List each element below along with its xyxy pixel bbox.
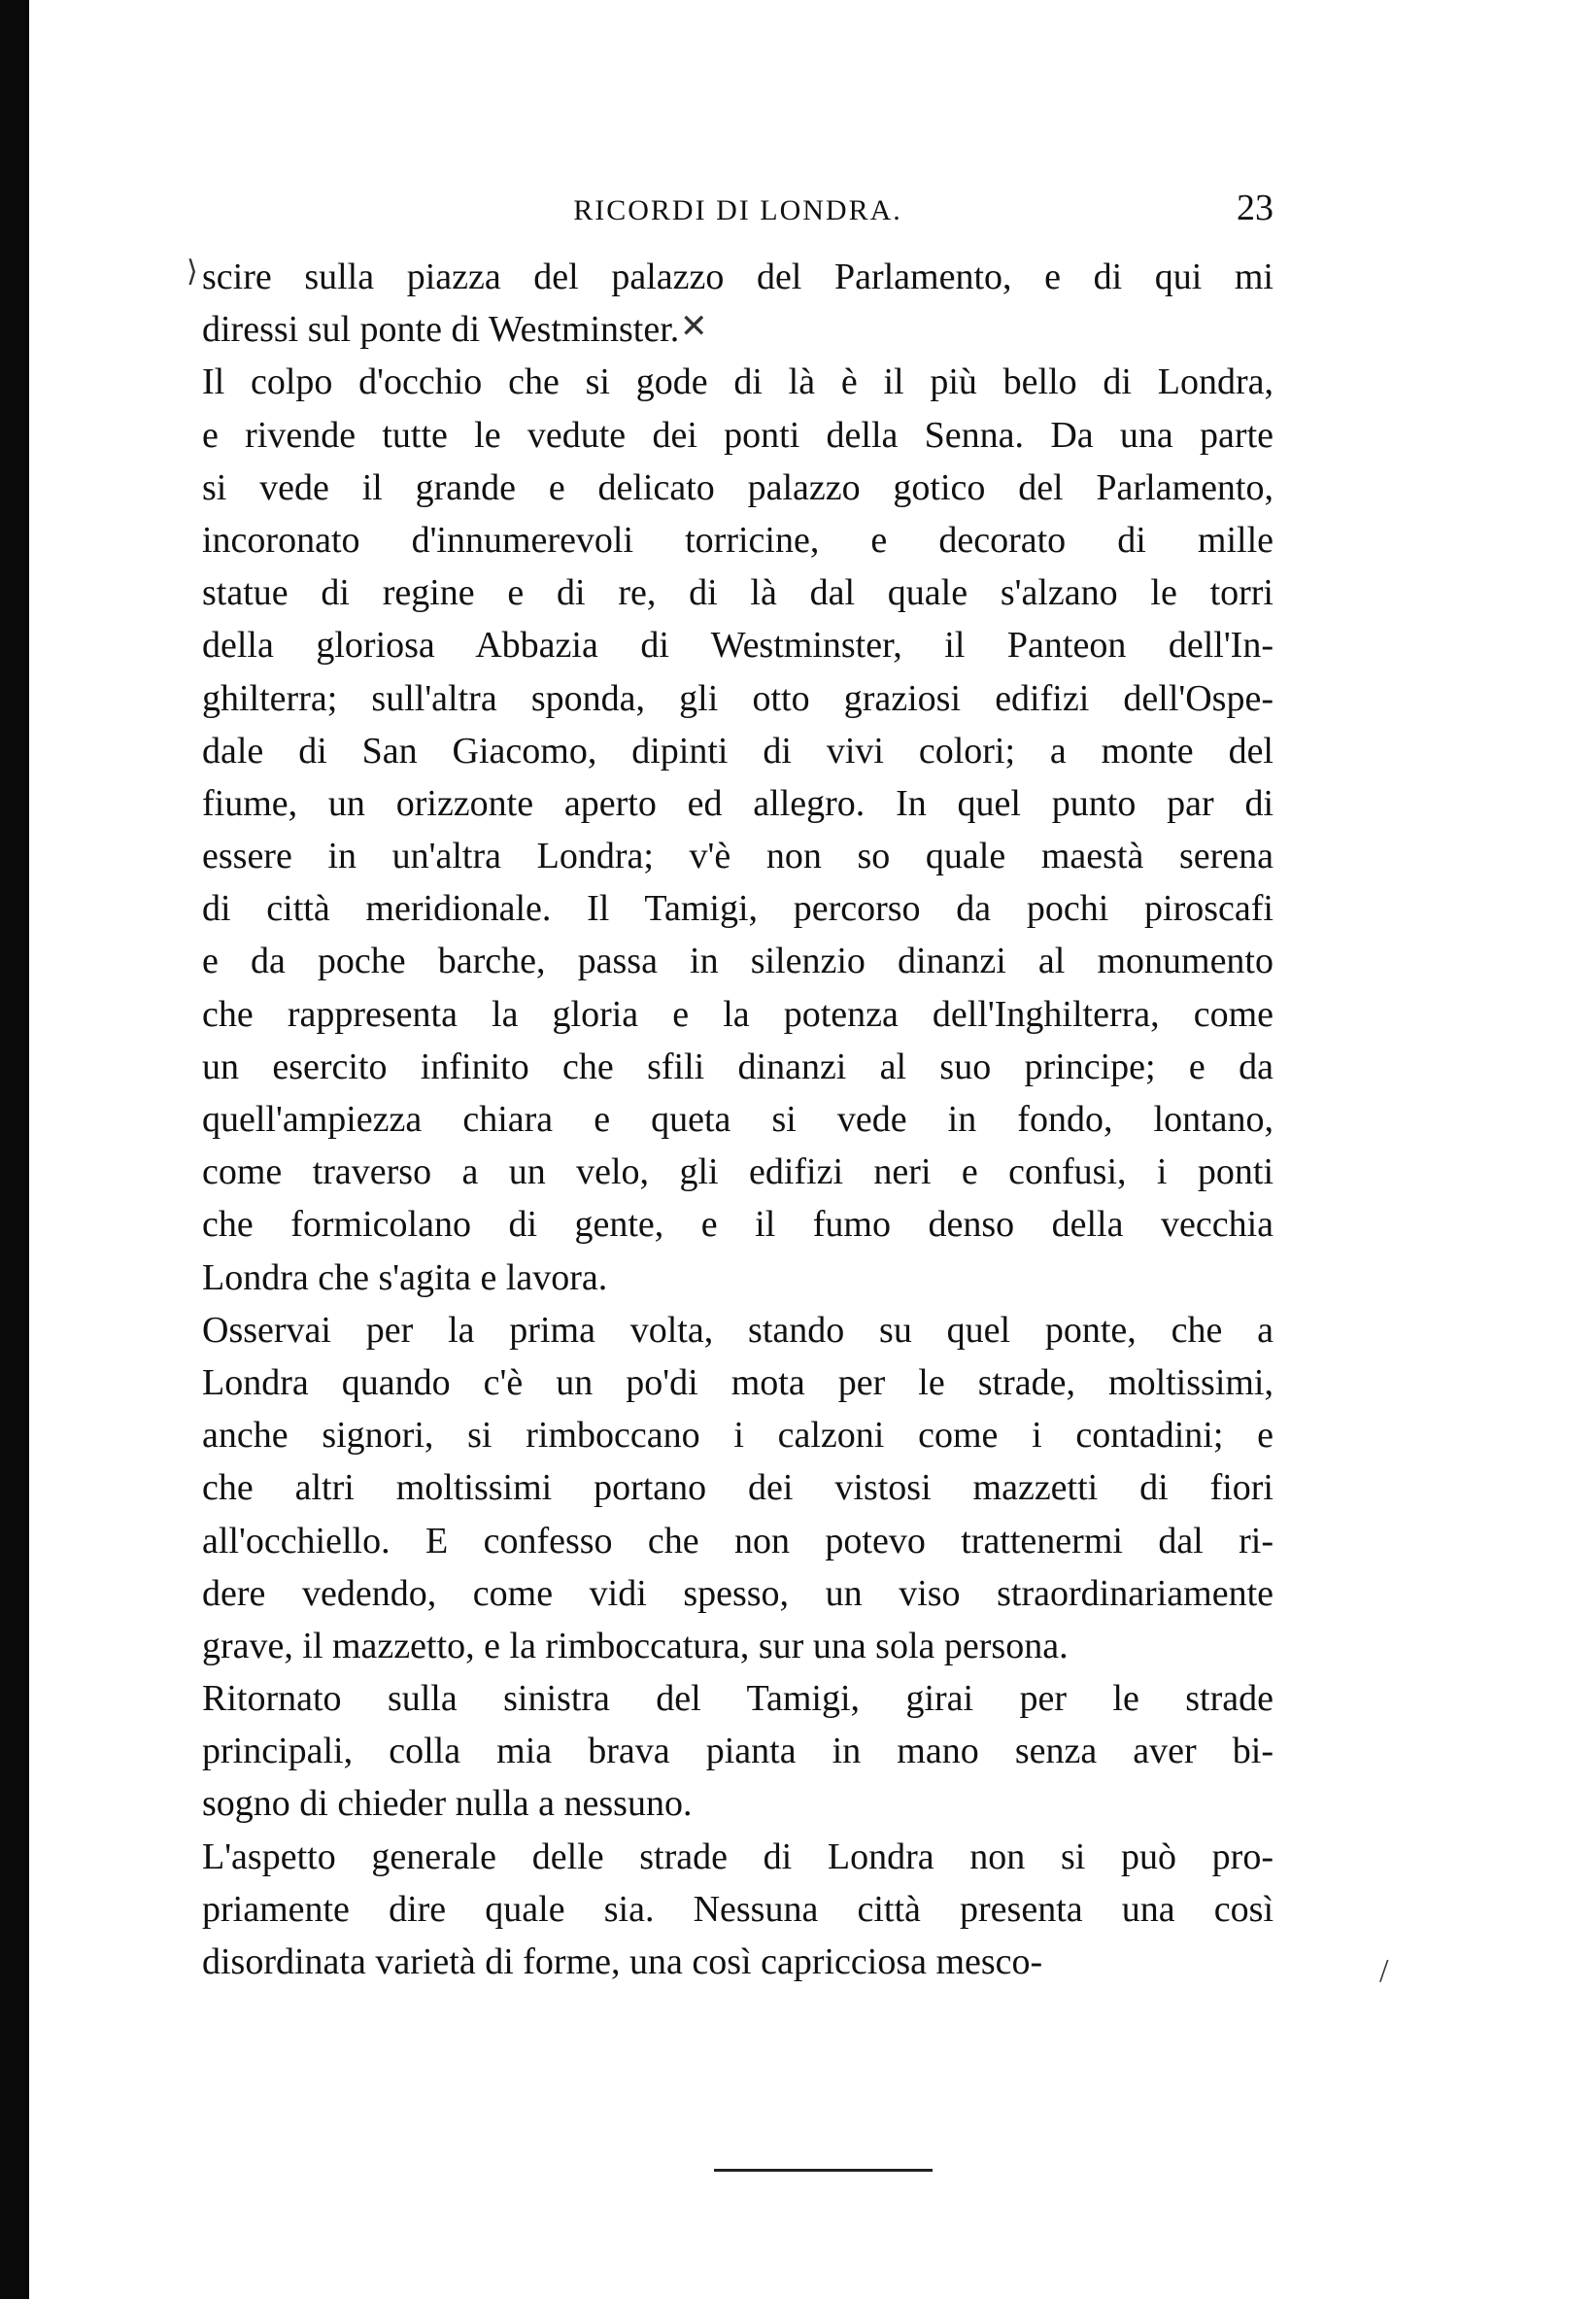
text-line: e da poche barche, passa in silenzio dinanzi al monumento <box>202 941 1273 982</box>
text-line: principali, colla mia brava pianta in mano senza aver bi- <box>202 1731 1273 1772</box>
margin-stroke-mark: / <box>1379 1953 1389 1989</box>
text-line: grave, il mazzetto, e la rimboccatura, sur una sola persona. <box>202 1625 1069 1666</box>
text-line: sogno di chieder nulla a nessuno. <box>202 1783 693 1825</box>
text-line: Londra quando c'è un po'di mota per le strade, moltissimi, <box>202 1361 1273 1403</box>
text-line: come traverso a un velo, gli edifizi neri e confusi, i ponti <box>202 1151 1273 1193</box>
text-line: che formicolano di gente, e il fumo denso della vecchia <box>202 1204 1273 1246</box>
text-line: dale di San Giacomo, dipinti di vivi colori; a monte del <box>202 730 1273 772</box>
bottom-rule-mark <box>714 2169 933 2172</box>
running-title: RICORDI DI LONDRA. <box>573 194 902 226</box>
text-line: un esercito infinito che sfili dinanzi al suo principe; e da <box>202 1046 1273 1087</box>
text-line: Ritornato sulla sinistra del Tamigi, girai per le strade <box>202 1678 1273 1720</box>
text-line: che rappresenta la gloria e la potenza dell'Inghilterra, come <box>202 993 1273 1035</box>
text-line: della gloriosa Abbazia di Westminster, il Panteon dell'In- <box>202 625 1273 667</box>
page-header <box>202 187 1273 235</box>
text-line: fiume, un orizzonte aperto ed allegro. In quel punto par di <box>202 782 1273 824</box>
text-line: scire sulla piazza del palazzo del Parlamento, e di qui mi <box>202 257 1273 297</box>
text-line: all'occhiello. E confesso che non potevo trattenermi dal ri- <box>202 1520 1273 1561</box>
body-text <box>202 251 1273 1988</box>
text-line: che altri moltissimi portano dei vistosi mazzetti di fiori <box>202 1467 1273 1509</box>
text-line: Il colpo d'occhio che si gode di là è il più bello di Londra, <box>202 361 1273 403</box>
margin-mark: ⟩ <box>187 256 198 288</box>
page-number: 23 <box>1237 188 1273 228</box>
text-line: anche signori, si rimboccano i calzoni come i contadini; e <box>202 1415 1273 1457</box>
text-line: di città meridionale. Il Tamigi, percorso da pochi piroscafi <box>202 888 1273 930</box>
text-line: e rivende tutte le vedute dei ponti della Senna. Da una parte <box>202 414 1273 456</box>
text-line: statue di regine e di re, di là dal quale s'alzano le torri <box>202 572 1273 614</box>
text-line: ghilterra; sull'altra sponda, gli otto graziosi edifizi dell'Ospe- <box>202 677 1273 719</box>
text-line: incoronato d'innumerevoli torricine, e decorato di mille <box>202 519 1273 561</box>
page-edge-shadow <box>0 0 29 2299</box>
text-line: L'aspetto generale delle strade di Londra non si può pro- <box>202 1836 1273 1877</box>
pencil-cross-mark: ✕ <box>680 309 708 345</box>
text-line: priamente dire quale sia. Nessuna città presenta una così <box>202 1888 1273 1930</box>
text-line: quell'ampiezza chiara e queta si vede in fondo, lontano, <box>202 1099 1273 1140</box>
text-line: essere in un'altra Londra; v'è non so quale maestà serena <box>202 836 1273 877</box>
text-line: dere vedendo, come vidi spesso, un viso straordinariamente <box>202 1572 1273 1614</box>
text-line: si vede il grande e delicato palazzo gotico del Parlamento, <box>202 466 1273 508</box>
text-line: disordinata varietà di forme, una così capricciosa mesco- <box>202 1941 1043 1982</box>
text-line: diressi sul ponte di Westminster. <box>202 309 680 351</box>
text-line: Osservai per la prima volta, stando su quel ponte, che a <box>202 1309 1273 1351</box>
text-line: Londra che s'agita e lavora. <box>202 1256 608 1298</box>
